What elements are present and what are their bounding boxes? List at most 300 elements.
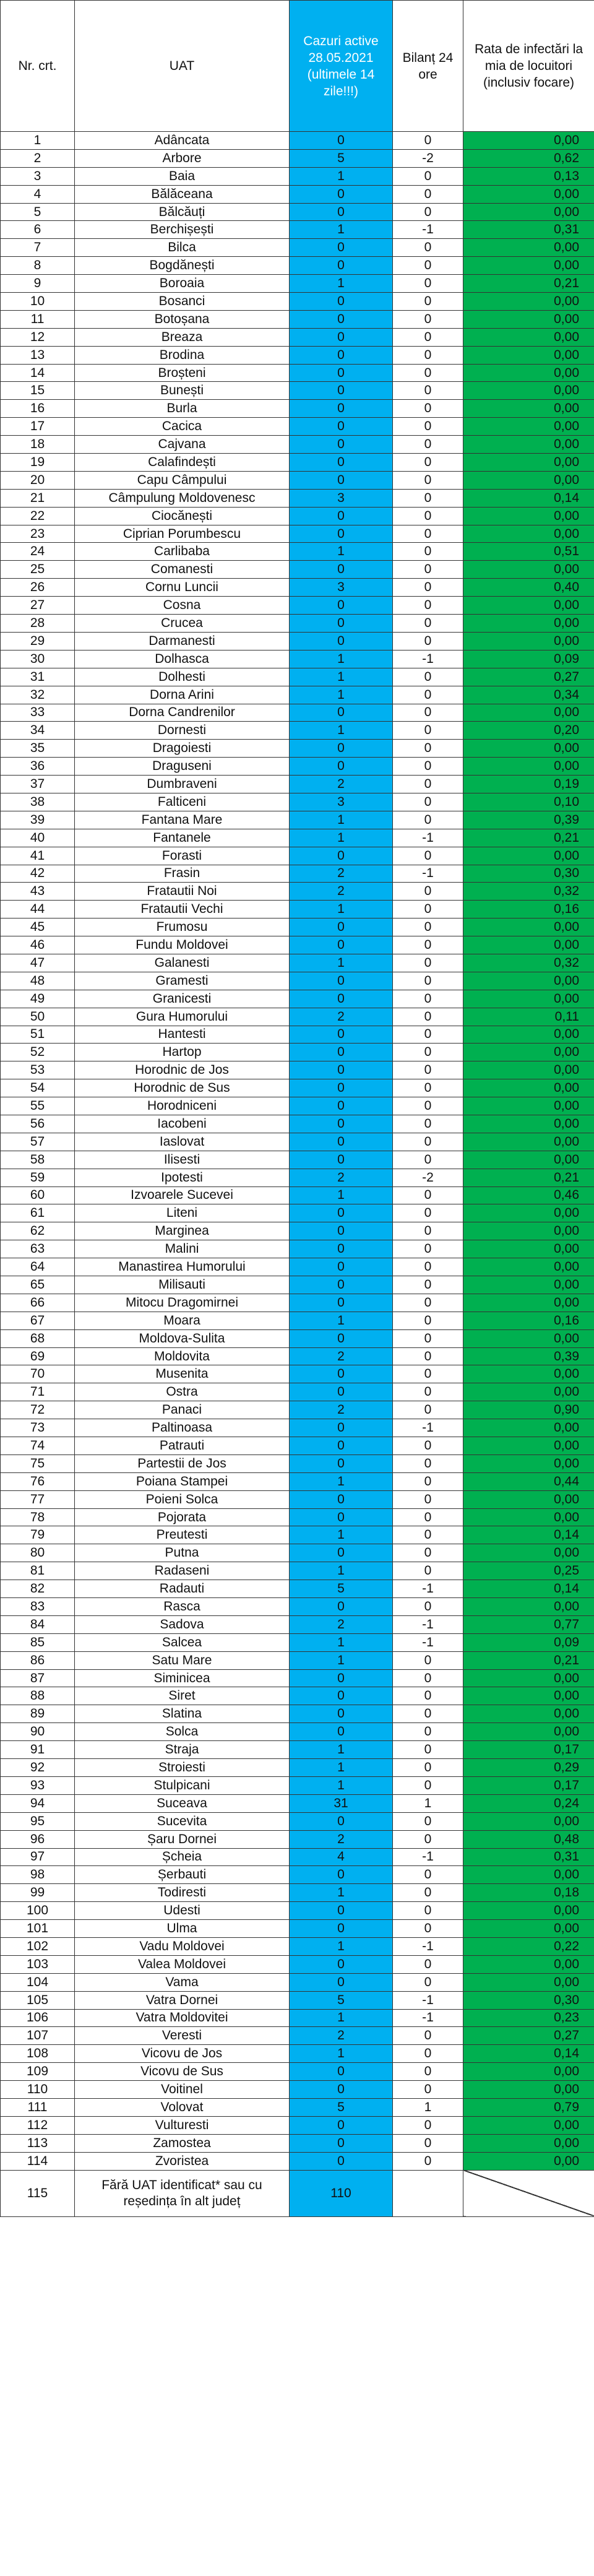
- row-number: 89: [1, 1705, 75, 1723]
- infection-rate: 0,00: [463, 1044, 594, 1061]
- row-number: 46: [1, 936, 75, 954]
- infection-rate: 0,16: [463, 1312, 594, 1329]
- infection-rate: 0,00: [463, 400, 594, 418]
- active-cases: 2: [290, 883, 393, 901]
- bilant-24h: 0: [393, 489, 463, 507]
- active-cases: 0: [290, 1598, 393, 1616]
- row-number: 14: [1, 364, 75, 382]
- row-number: 98: [1, 1866, 75, 1884]
- active-cases: 1: [290, 954, 393, 972]
- uat-name: Manastirea Humorului: [75, 1258, 290, 1276]
- uat-name: Bogdănești: [75, 257, 290, 275]
- active-cases: 0: [290, 507, 393, 525]
- table-row: [1, 615, 594, 633]
- table-row: [1, 436, 594, 454]
- table-row: [1, 1544, 594, 1562]
- bilant-24h: 0: [393, 1383, 463, 1401]
- bilant-24h: 0: [393, 776, 463, 793]
- active-cases: 2: [290, 865, 393, 883]
- active-cases: 2: [290, 1008, 393, 1026]
- infection-rate: 0,23: [463, 2009, 594, 2027]
- uat-name: Radaseni: [75, 1562, 290, 1580]
- table-row: [1, 704, 594, 722]
- uat-name: Dorna Arini: [75, 686, 290, 704]
- row-number: 84: [1, 1615, 75, 1633]
- uat-name: Comanesti: [75, 561, 290, 579]
- bilant-24h: 0: [393, 1008, 463, 1026]
- infection-rate: 0,00: [463, 239, 594, 257]
- uat-name: Șaru Dornei: [75, 1830, 290, 1848]
- infection-rate: 0,00: [463, 436, 594, 454]
- table-row: [1, 525, 594, 543]
- bilant-24h: -1: [393, 221, 463, 239]
- bilant-24h: 0: [393, 1454, 463, 1472]
- bilant-24h: -1: [393, 1633, 463, 1651]
- bilant-24h: 0: [393, 2134, 463, 2152]
- active-cases: 1: [290, 811, 393, 829]
- uat-name: Suceava: [75, 1794, 290, 1812]
- table-row: [1, 382, 594, 400]
- uat-name: Burla: [75, 400, 290, 418]
- uat-name: Falticeni: [75, 793, 290, 811]
- uat-name: Calafindești: [75, 454, 290, 472]
- row-number: 50: [1, 1008, 75, 1026]
- uat-name: Musenita: [75, 1365, 290, 1383]
- row-number: 90: [1, 1723, 75, 1741]
- table-row: [1, 2134, 594, 2152]
- infection-rate: 0,21: [463, 829, 594, 847]
- bilant-24h: 0: [393, 203, 463, 221]
- active-cases: 5: [290, 2098, 393, 2116]
- uat-name: Carlibaba: [75, 543, 290, 561]
- row-number: 20: [1, 471, 75, 489]
- active-cases: 1: [290, 722, 393, 740]
- row-number: 55: [1, 1097, 75, 1115]
- bilant-24h: 0: [393, 686, 463, 704]
- uat-name: Cacica: [75, 418, 290, 436]
- bilant-24h: 0: [393, 1866, 463, 1884]
- active-cases: 0: [290, 1061, 393, 1079]
- infection-rate: 0,14: [463, 489, 594, 507]
- bilant-24h: 0: [393, 1258, 463, 1276]
- active-cases: 0: [290, 1044, 393, 1061]
- active-cases: 0: [290, 1687, 393, 1705]
- bilant-24h: 0: [393, 1222, 463, 1240]
- table-row: [1, 1633, 594, 1651]
- table-row: [1, 221, 594, 239]
- bilant-24h: 0: [393, 1759, 463, 1777]
- bilant-24h: 0: [393, 1526, 463, 1544]
- bilant-24h: 0: [393, 668, 463, 686]
- active-cases: 1: [290, 167, 393, 185]
- bilant-24h: 0: [393, 597, 463, 615]
- table-row: [1, 990, 594, 1008]
- bilant-24h: 0: [393, 543, 463, 561]
- active-cases: 5: [290, 1991, 393, 2009]
- active-cases: 1: [290, 1884, 393, 1902]
- infection-rate: 0,31: [463, 1848, 594, 1866]
- uat-name: Vatra Moldovitei: [75, 2009, 290, 2027]
- active-cases: 1: [290, 1526, 393, 1544]
- bilant-24h: 0: [393, 1044, 463, 1061]
- active-cases: 1: [290, 901, 393, 918]
- bilant-24h: 0: [393, 1472, 463, 1490]
- table-row: [1, 1490, 594, 1508]
- uat-name: Sucevita: [75, 1812, 290, 1830]
- table-row: [1, 740, 594, 758]
- row-number: 113: [1, 2134, 75, 2152]
- table-row: [1, 132, 594, 150]
- bilant-24h: 0: [393, 1973, 463, 1991]
- active-cases: 0: [290, 1705, 393, 1723]
- infection-rate: [463, 2170, 594, 2216]
- active-cases: 0: [290, 2152, 393, 2170]
- active-cases: 5: [290, 1580, 393, 1598]
- active-cases: 2: [290, 2027, 393, 2045]
- table-row: [1, 1937, 594, 1955]
- uat-name: Bălăceana: [75, 185, 290, 203]
- active-cases: 2: [290, 1615, 393, 1633]
- table-row: [1, 1079, 594, 1097]
- infection-rate: 0,00: [463, 740, 594, 758]
- infection-rate: 0,00: [463, 1687, 594, 1705]
- uat-name: Bălcăuți: [75, 203, 290, 221]
- row-number: 79: [1, 1526, 75, 1544]
- infection-rate: 0,00: [463, 185, 594, 203]
- active-cases: 1: [290, 1312, 393, 1329]
- uat-name: Stroiesti: [75, 1759, 290, 1777]
- row-number: 30: [1, 650, 75, 668]
- table-row: [1, 1741, 594, 1759]
- bilant-24h: 0: [393, 2045, 463, 2063]
- infection-rate: 0,46: [463, 1186, 594, 1204]
- infection-rate: 0,10: [463, 793, 594, 811]
- infection-rate: 0,00: [463, 1508, 594, 1526]
- bilant-24h: 0: [393, 239, 463, 257]
- uat-name: Pojorata: [75, 1508, 290, 1526]
- active-cases: 0: [290, 257, 393, 275]
- infection-rate: 0,17: [463, 1741, 594, 1759]
- row-number: 40: [1, 829, 75, 847]
- bilant-24h: 0: [393, 1902, 463, 1920]
- bilant-24h: -1: [393, 1419, 463, 1437]
- infection-rate: 0,18: [463, 1884, 594, 1902]
- infection-rate: 0,30: [463, 865, 594, 883]
- bilant-24h: 0: [393, 1723, 463, 1741]
- table-row: [1, 2116, 594, 2134]
- uat-name: Frumosu: [75, 918, 290, 936]
- active-cases: 0: [290, 1329, 393, 1347]
- row-number: 71: [1, 1383, 75, 1401]
- active-cases: 110: [290, 2170, 393, 2216]
- infection-rate: 0,00: [463, 990, 594, 1008]
- active-cases: 0: [290, 740, 393, 758]
- active-cases: 1: [290, 275, 393, 293]
- uat-name: Fundu Moldovei: [75, 936, 290, 954]
- row-number: 8: [1, 257, 75, 275]
- bilant-24h: 0: [393, 972, 463, 990]
- infection-rate: 0,00: [463, 561, 594, 579]
- infection-rate: 0,00: [463, 1079, 594, 1097]
- table-row: [1, 1723, 594, 1741]
- table-row: [1, 203, 594, 221]
- bilant-24h: 0: [393, 418, 463, 436]
- uat-name: Ilisesti: [75, 1151, 290, 1169]
- active-cases: 0: [290, 382, 393, 400]
- bilant-24h: 0: [393, 740, 463, 758]
- table-row: [1, 918, 594, 936]
- row-number: 75: [1, 1454, 75, 1472]
- header-infection-rate: Rata de infectări la mia de locuitori (inclusiv focare): [463, 1, 594, 132]
- infection-rate: 0,00: [463, 1329, 594, 1347]
- active-cases: 0: [290, 918, 393, 936]
- bilant-24h: 0: [393, 454, 463, 472]
- table-row: [1, 954, 594, 972]
- infection-rate: 0,00: [463, 293, 594, 311]
- uat-name: Brodina: [75, 346, 290, 364]
- active-cases: 0: [290, 2063, 393, 2081]
- bilant-24h: 0: [393, 936, 463, 954]
- bilant-24h: 0: [393, 1741, 463, 1759]
- active-cases: 0: [290, 1276, 393, 1294]
- bilant-24h: 0: [393, 1598, 463, 1616]
- infection-rate: 0,00: [463, 1061, 594, 1079]
- table-row: [1, 758, 594, 776]
- infection-rate: 0,00: [463, 471, 594, 489]
- table-row: [1, 346, 594, 364]
- row-number: 25: [1, 561, 75, 579]
- table-row: [1, 1204, 594, 1222]
- row-number: 101: [1, 1920, 75, 1938]
- uat-name: Vadu Moldovei: [75, 1937, 290, 1955]
- row-number: 11: [1, 310, 75, 328]
- table-row: [1, 2081, 594, 2099]
- row-number: 78: [1, 1508, 75, 1526]
- row-number: 10: [1, 293, 75, 311]
- bilant-24h: -1: [393, 650, 463, 668]
- bilant-24h: 0: [393, 400, 463, 418]
- row-number: 112: [1, 2116, 75, 2134]
- uat-name: Milisauti: [75, 1276, 290, 1294]
- table-row: [1, 936, 594, 954]
- infection-rate: 0,00: [463, 2134, 594, 2152]
- table-row: [1, 1615, 594, 1633]
- bilant-24h: 0: [393, 954, 463, 972]
- bilant-24h: 0: [393, 847, 463, 865]
- row-number: 24: [1, 543, 75, 561]
- infection-rate: 0,00: [463, 1151, 594, 1169]
- infection-rate: 0,00: [463, 1955, 594, 1973]
- row-number: 67: [1, 1312, 75, 1329]
- active-cases: 2: [290, 1347, 393, 1365]
- active-cases: 0: [290, 1115, 393, 1133]
- bilant-24h: 0: [393, 328, 463, 346]
- active-cases: 0: [290, 1365, 393, 1383]
- table-row: [1, 1437, 594, 1455]
- infection-rate: 0,29: [463, 1759, 594, 1777]
- infection-rate: 0,14: [463, 1580, 594, 1598]
- table-row: [1, 1258, 594, 1276]
- active-cases: 0: [290, 972, 393, 990]
- row-number: 57: [1, 1133, 75, 1151]
- table-row: [1, 1651, 594, 1669]
- table-row: [1, 597, 594, 615]
- uat-name: Hartop: [75, 1044, 290, 1061]
- table-row: [1, 1598, 594, 1616]
- table-row: [1, 364, 594, 382]
- row-number: 28: [1, 615, 75, 633]
- infection-rate: 0,21: [463, 1651, 594, 1669]
- uat-name: Izvoarele Sucevei: [75, 1186, 290, 1204]
- infection-rate: 0,00: [463, 758, 594, 776]
- infection-rate: 0,00: [463, 1419, 594, 1437]
- uat-name: Ciocănești: [75, 507, 290, 525]
- uat-name: Granicesti: [75, 990, 290, 1008]
- table-row: [1, 2063, 594, 2081]
- active-cases: 2: [290, 776, 393, 793]
- bilant-24h: 0: [393, 1562, 463, 1580]
- uat-name: Valea Moldovei: [75, 1955, 290, 1973]
- table-row: [1, 1097, 594, 1115]
- active-cases: 0: [290, 239, 393, 257]
- table-body: [1, 132, 594, 2217]
- row-number: 91: [1, 1741, 75, 1759]
- active-cases: 0: [290, 615, 393, 633]
- table-row: [1, 1365, 594, 1383]
- uat-name: Baia: [75, 167, 290, 185]
- row-number: 96: [1, 1830, 75, 1848]
- table-row: [1, 1508, 594, 1526]
- bilant-24h: 0: [393, 1151, 463, 1169]
- table-row: [1, 1705, 594, 1723]
- row-number: 35: [1, 740, 75, 758]
- infection-rate: 0,62: [463, 149, 594, 167]
- bilant-24h: 0: [393, 1240, 463, 1258]
- active-cases: 0: [290, 525, 393, 543]
- table-row: [1, 167, 594, 185]
- infection-rate: 0,21: [463, 1169, 594, 1186]
- uat-name: Câmpulung Moldovenesc: [75, 489, 290, 507]
- row-number: 108: [1, 2045, 75, 2063]
- infection-rate: 0,00: [463, 310, 594, 328]
- row-number: 21: [1, 489, 75, 507]
- active-cases: 1: [290, 1937, 393, 1955]
- row-number: 83: [1, 1598, 75, 1616]
- bilant-24h: 0: [393, 1955, 463, 1973]
- row-number: 29: [1, 632, 75, 650]
- infection-rate: 0,00: [463, 1973, 594, 1991]
- uat-name: Stulpicani: [75, 1776, 290, 1794]
- table-row: [1, 454, 594, 472]
- uat-name: Slatina: [75, 1705, 290, 1723]
- uat-name: Moldovita: [75, 1347, 290, 1365]
- infection-rate: 0,44: [463, 1472, 594, 1490]
- active-cases: 0: [290, 936, 393, 954]
- row-number: 53: [1, 1061, 75, 1079]
- uat-name: Zamostea: [75, 2134, 290, 2152]
- infection-rate: 0,25: [463, 1562, 594, 1580]
- uat-name: Moara: [75, 1312, 290, 1329]
- row-number: 32: [1, 686, 75, 704]
- table-row: [1, 1115, 594, 1133]
- infection-rate: 0,11: [463, 1008, 594, 1026]
- uat-name: Patrauti: [75, 1437, 290, 1455]
- header-nr: Nr. crt.: [1, 1, 75, 132]
- active-cases: 0: [290, 1723, 393, 1741]
- bilant-24h: -1: [393, 1615, 463, 1633]
- infection-rate: 0,51: [463, 543, 594, 561]
- uat-name: Arbore: [75, 149, 290, 167]
- active-cases: 3: [290, 579, 393, 597]
- table-row: [1, 2027, 594, 2045]
- uat-name: Mitocu Dragomirnei: [75, 1294, 290, 1312]
- bilant-24h: 0: [393, 1204, 463, 1222]
- infection-rate: 0,00: [463, 1383, 594, 1401]
- row-number: 38: [1, 793, 75, 811]
- row-number: 3: [1, 167, 75, 185]
- table-row: [1, 275, 594, 293]
- row-number: 69: [1, 1347, 75, 1365]
- uat-name: Bunești: [75, 382, 290, 400]
- uat-name: Udesti: [75, 1902, 290, 1920]
- uat-name: Liteni: [75, 1204, 290, 1222]
- active-cases: 5: [290, 149, 393, 167]
- header-bilant: Bilanț 24 ore: [393, 1, 463, 132]
- active-cases: 0: [290, 454, 393, 472]
- table-row: [1, 507, 594, 525]
- uat-name: Gura Humorului: [75, 1008, 290, 1026]
- bilant-24h: 0: [393, 1365, 463, 1383]
- infection-rate: 0,40: [463, 579, 594, 597]
- active-cases: 0: [290, 364, 393, 382]
- table-row: [1, 1454, 594, 1472]
- infection-rate: 0,00: [463, 1097, 594, 1115]
- infection-rate: 0,00: [463, 1544, 594, 1562]
- uat-name: Capu Câmpului: [75, 471, 290, 489]
- infection-rate: 0,00: [463, 1294, 594, 1312]
- infection-rate: 0,00: [463, 328, 594, 346]
- active-cases: 0: [290, 400, 393, 418]
- active-cases: 0: [290, 418, 393, 436]
- table-row: [1, 1383, 594, 1401]
- table-row: [1, 1294, 594, 1312]
- active-cases: 0: [290, 1454, 393, 1472]
- row-number: 27: [1, 597, 75, 615]
- bilant-24h: 0: [393, 883, 463, 901]
- uat-name: Cornu Luncii: [75, 579, 290, 597]
- active-cases: 1: [290, 686, 393, 704]
- uat-name: Șerbauti: [75, 1866, 290, 1884]
- uat-name: Dolhasca: [75, 650, 290, 668]
- uat-name: Putna: [75, 1544, 290, 1562]
- infection-rate: 0,14: [463, 2045, 594, 2063]
- infection-rate: 0,00: [463, 2116, 594, 2134]
- active-cases: 0: [290, 1955, 393, 1973]
- table-row: [1, 1991, 594, 2009]
- bilant-24h: 0: [393, 990, 463, 1008]
- active-cases: 0: [290, 1973, 393, 1991]
- infection-rate: 0,09: [463, 650, 594, 668]
- row-number: 73: [1, 1419, 75, 1437]
- infection-rate: 0,00: [463, 1705, 594, 1723]
- active-cases: 0: [290, 1437, 393, 1455]
- row-number: 106: [1, 2009, 75, 2027]
- infection-rate: 0,00: [463, 597, 594, 615]
- table-row: [1, 901, 594, 918]
- row-number: 23: [1, 525, 75, 543]
- uat-name: Partestii de Jos: [75, 1454, 290, 1472]
- header-uat: UAT: [75, 1, 290, 132]
